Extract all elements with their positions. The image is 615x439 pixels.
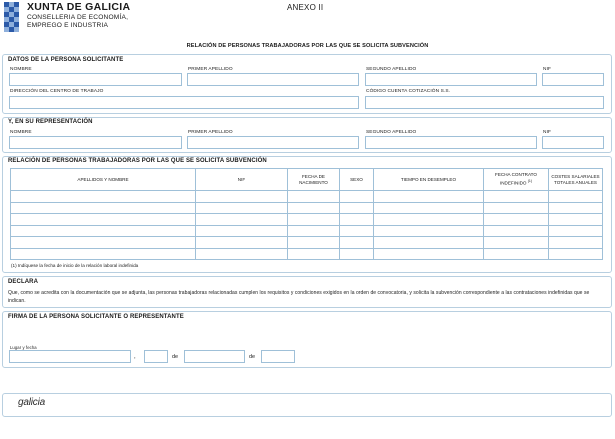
representative-surname1-label: PRIMER APELLIDO bbox=[188, 130, 233, 135]
col-header-costes bbox=[549, 169, 603, 191]
table-cell[interactable] bbox=[484, 237, 549, 249]
table-cell[interactable] bbox=[288, 237, 340, 249]
col-header-sexo: SEXO bbox=[340, 169, 374, 191]
col-header-fecha-nacimiento bbox=[288, 169, 340, 191]
workplace-address-field[interactable] bbox=[9, 96, 359, 109]
declaration-section-title: DECLARA bbox=[8, 279, 39, 285]
workplace-address-label: DIRECCIÓN DEL CENTRO DE TRABAJO bbox=[10, 89, 104, 94]
table-cell[interactable] bbox=[11, 191, 196, 203]
table-cell[interactable] bbox=[288, 202, 340, 214]
department-line-1: CONSELLERIA DE ECONOMÍA, bbox=[27, 14, 129, 21]
place-comma: , bbox=[134, 354, 136, 360]
table-cell[interactable] bbox=[196, 191, 288, 203]
date-separator-2: de bbox=[249, 354, 256, 360]
workers-table bbox=[10, 168, 603, 260]
table-cell[interactable] bbox=[374, 191, 484, 203]
table-cell[interactable] bbox=[484, 191, 549, 203]
representative-surname2-field[interactable] bbox=[365, 136, 537, 149]
table-cell[interactable] bbox=[340, 202, 374, 214]
table-cell[interactable] bbox=[340, 214, 374, 226]
ss-code-field[interactable] bbox=[365, 96, 604, 109]
table-cell[interactable] bbox=[288, 225, 340, 237]
col-header-fecha-contrato-line-2 bbox=[485, 178, 547, 187]
xunta-logo-icon bbox=[4, 2, 20, 32]
representative-section-title: Y, EN SU REPRESENTACIÓN bbox=[8, 119, 93, 125]
table-cell[interactable] bbox=[549, 225, 603, 237]
representative-nif-label: NIF bbox=[543, 130, 552, 135]
table-cell[interactable] bbox=[288, 191, 340, 203]
table-row bbox=[11, 191, 603, 203]
table-cell[interactable] bbox=[340, 248, 374, 260]
col-header-costes-line-1: COSTES SALARIALES bbox=[551, 173, 600, 179]
table-header-row bbox=[11, 169, 603, 191]
month-field[interactable] bbox=[184, 350, 245, 363]
table-cell[interactable] bbox=[374, 248, 484, 260]
table-cell[interactable] bbox=[549, 202, 603, 214]
applicant-section-title: DATOS DE LA PERSONA SOLICITANTE bbox=[8, 57, 124, 63]
representative-surname2-label: SEGUNDO APELLIDO bbox=[366, 130, 417, 135]
table-cell[interactable] bbox=[340, 237, 374, 249]
representative-nif-field[interactable] bbox=[542, 136, 604, 149]
table-cell[interactable] bbox=[549, 191, 603, 203]
date-separator-1: de bbox=[172, 354, 179, 360]
table-cell[interactable] bbox=[484, 248, 549, 260]
table-cell[interactable] bbox=[374, 237, 484, 249]
col-header-fecha-contrato-text: INDEFINIDO bbox=[499, 180, 527, 186]
year-field[interactable] bbox=[261, 350, 295, 363]
table-cell[interactable] bbox=[11, 202, 196, 214]
day-field[interactable] bbox=[144, 350, 168, 363]
table-footnote: (1) Indíquese la fecha de inicio de la relación laboral indefinida bbox=[11, 263, 139, 268]
table-cell[interactable] bbox=[374, 202, 484, 214]
table-cell[interactable] bbox=[549, 248, 603, 260]
applicant-nif-field[interactable] bbox=[542, 73, 604, 86]
col-header-nif: NIF bbox=[196, 169, 288, 191]
col-header-fecha-contrato bbox=[484, 169, 549, 191]
table-cell[interactable] bbox=[549, 237, 603, 249]
table-row bbox=[11, 225, 603, 237]
place-field[interactable] bbox=[9, 350, 131, 363]
table-cell[interactable] bbox=[196, 214, 288, 226]
table-row bbox=[11, 248, 603, 260]
representative-surname1-field[interactable] bbox=[187, 136, 359, 149]
form-title: RELACIÓN DE PERSONAS TRABAJADORAS POR LAS QUE SE SOLICITA SUBVENCIÓN bbox=[186, 43, 429, 49]
place-date-label: Lugar y fecha bbox=[10, 345, 37, 350]
applicant-surname2-label: SEGUNDO APELLIDO bbox=[366, 67, 417, 72]
table-cell[interactable] bbox=[11, 237, 196, 249]
table-cell[interactable] bbox=[11, 214, 196, 226]
col-header-fecha-nacimiento-line-1: FECHA DE bbox=[302, 173, 325, 179]
table-cell[interactable] bbox=[11, 248, 196, 260]
ss-code-label: CÓDIGO CUENTA COTIZACIÓN S.S. bbox=[366, 89, 451, 94]
footnote-marker: (1) bbox=[527, 179, 533, 184]
footer-band bbox=[2, 393, 612, 417]
table-cell[interactable] bbox=[196, 202, 288, 214]
col-header-fecha-nacimiento-line-2: NACIMIENTO bbox=[299, 179, 328, 185]
table-cell[interactable] bbox=[196, 237, 288, 249]
table-cell[interactable] bbox=[549, 214, 603, 226]
applicant-surname1-field[interactable] bbox=[187, 73, 359, 86]
applicant-surname1-label: PRIMER APELLIDO bbox=[188, 67, 233, 72]
table-row bbox=[11, 202, 603, 214]
applicant-surname2-field[interactable] bbox=[365, 73, 537, 86]
org-name: XUNTA DE GALICIA bbox=[27, 1, 131, 13]
applicant-name-label: NOMBRE bbox=[10, 67, 32, 72]
applicant-nif-label: NIF bbox=[543, 67, 552, 72]
representative-name-field[interactable] bbox=[9, 136, 182, 149]
table-cell[interactable] bbox=[374, 214, 484, 226]
col-header-fecha-contrato-line-1: FECHA CONTRATO bbox=[495, 172, 537, 178]
applicant-name-field[interactable] bbox=[9, 73, 182, 86]
table-cell[interactable] bbox=[288, 248, 340, 260]
table-cell[interactable] bbox=[196, 248, 288, 260]
representative-name-label: NOMBRE bbox=[10, 130, 32, 135]
table-cell[interactable] bbox=[288, 214, 340, 226]
department-name bbox=[27, 14, 128, 30]
signature-section-title: FIRMA DE LA PERSONA SOLICITANTE O REPRESENTANTE bbox=[8, 314, 184, 320]
col-header-costes-line-2: TOTALES ANUALES bbox=[554, 179, 597, 185]
col-header-tiempo-desempleo: TIEMPO EN DESEMPLEO bbox=[374, 169, 484, 191]
col-header-apellidos: APELLIDOS Y NOMBRE bbox=[11, 169, 196, 191]
declaration-text: Que, como se acredita con la documentación que se adjunta, las personas trabajadoras relacionadas cumplen los requisitos y condiciones exigidos en la orden de convocatoria, y solicita la subvención correspondiente a las contrataciones indefinidas que se indican. bbox=[8, 290, 590, 304]
galicia-logo: galicia bbox=[18, 397, 45, 408]
table-cell[interactable] bbox=[11, 225, 196, 237]
department-line-2: EMPREGO E INDUSTRIA bbox=[27, 22, 109, 29]
table-cell[interactable] bbox=[484, 214, 549, 226]
table-row bbox=[11, 214, 603, 226]
workers-section-title: RELACIÓN DE PERSONAS TRABAJADORAS POR LAS QUE SE SOLICITA SUBVENCIÓN bbox=[8, 158, 267, 164]
table-cell[interactable] bbox=[484, 202, 549, 214]
annex-label: ANEXO II bbox=[287, 3, 324, 12]
table-row bbox=[11, 237, 603, 249]
table-cell[interactable] bbox=[196, 225, 288, 237]
table-cell[interactable] bbox=[484, 225, 549, 237]
table-cell[interactable] bbox=[374, 225, 484, 237]
table-cell[interactable] bbox=[340, 225, 374, 237]
table-cell[interactable] bbox=[340, 191, 374, 203]
